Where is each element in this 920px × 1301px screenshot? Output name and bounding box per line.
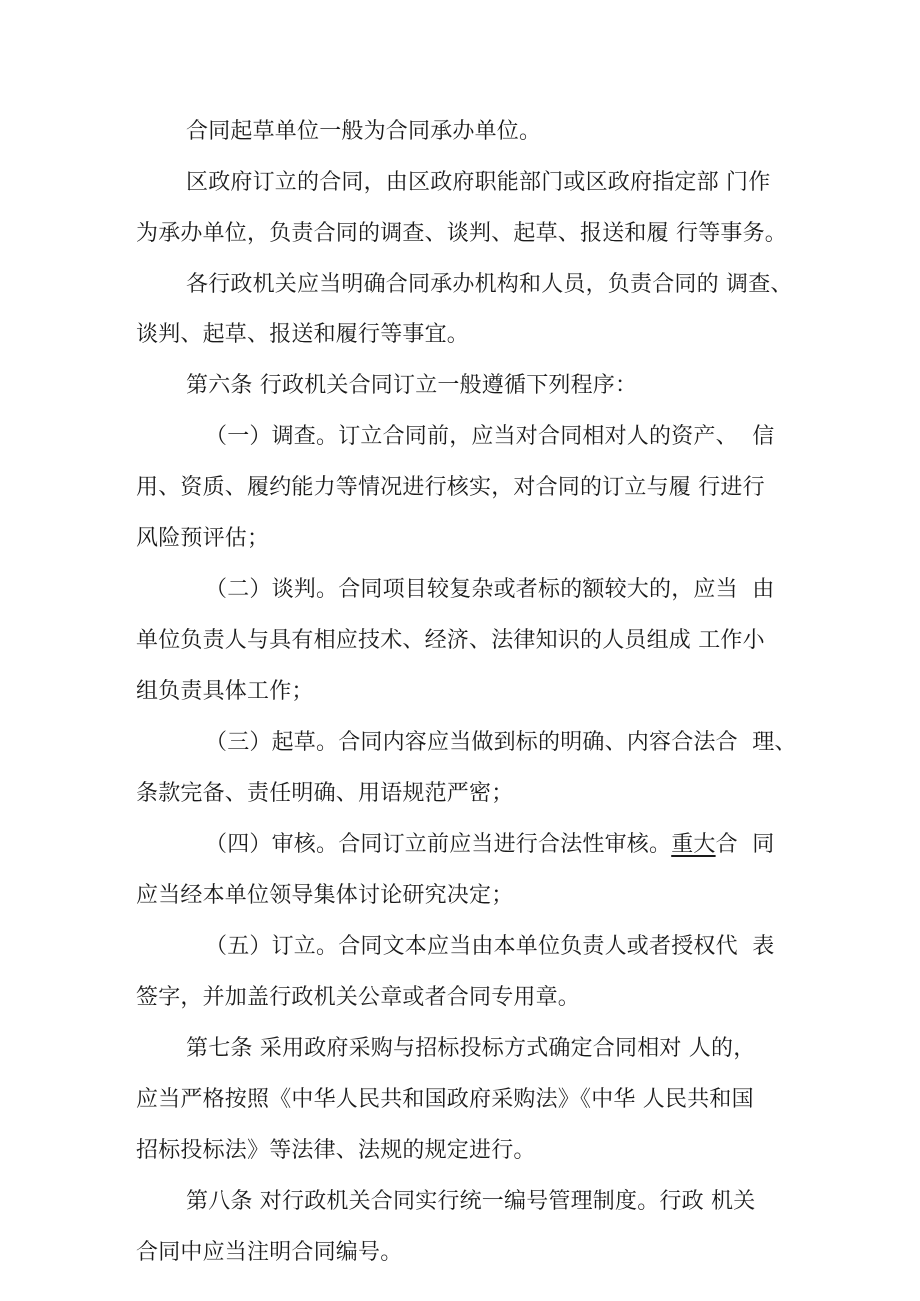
paragraph-line: 谈判、起草、报送和履行等事宜。 bbox=[136, 322, 470, 347]
line-text: 合 同 bbox=[715, 832, 775, 857]
paragraph-line: 招标投标法》等法律、法规的规定进行。 bbox=[136, 1138, 536, 1163]
underlined-text: 重大 bbox=[671, 832, 716, 857]
paragraph-line: 用、资质、履约能力等情况进行核实，对合同的订立与履 行进行 bbox=[136, 475, 765, 500]
paragraph-line: 合同起草单位一般为合同承办单位。 bbox=[186, 119, 542, 144]
paragraph-line: 各行政机关应当明确合同承办机构和人员，负责合同的 调查、 bbox=[186, 272, 793, 297]
paragraph-line: 风险预评估； bbox=[136, 526, 270, 551]
list-item-line: （五）订立。合同文本应当由本单位负责人或者授权代 表 bbox=[205, 934, 775, 959]
paragraph-line: 为承办单位，负责合同的调查、谈判、起草、报送和履 行等事务。 bbox=[136, 221, 787, 246]
paragraph-line: 签字，并加盖行政机关公章或者合同专用章。 bbox=[136, 985, 581, 1010]
article-heading: 第七条 采用政府采购与招标投标方式确定合同相对 人的， bbox=[186, 1036, 756, 1061]
list-item-line bbox=[205, 829, 774, 861]
paragraph-line: 应当严格按照《中华人民共和国政府采购法》《中华 人民共和国 bbox=[136, 1087, 754, 1112]
paragraph-line: 合同中应当注明合同编号。 bbox=[136, 1240, 403, 1265]
paragraph-line: 应当经本单位领导集体讨论研究决定； bbox=[136, 883, 514, 908]
list-item-line: （一）调查。订立合同前，应当对合同相对人的资产、 信 bbox=[205, 424, 775, 449]
paragraph-line: 单位负责人与具有相应技术、经济、法律知识的人员组成 工作小 bbox=[136, 628, 765, 653]
article-heading: 第八条 对行政机关合同实行统一编号管理制度。行政 机关 bbox=[186, 1189, 756, 1214]
line-text: （四）审核。合同订立前应当进行合法性审核。 bbox=[205, 832, 672, 857]
list-item-line: （二）谈判。合同项目较复杂或者标的额较大的，应当 由 bbox=[205, 577, 775, 602]
paragraph-line: 组负责具体工作； bbox=[136, 679, 314, 704]
paragraph-line: 条款完备、责任明确、用语规范严密； bbox=[136, 781, 514, 806]
paragraph-line: 区政府订立的合同，由区政府职能部门或区政府指定部 门作 bbox=[186, 170, 771, 195]
list-item-line: （三）起草。合同内容应当做到标的明确、内容合法合 理、 bbox=[205, 730, 797, 755]
article-heading: 第六条 行政机关合同订立一般遵循下列程序： bbox=[186, 373, 638, 398]
